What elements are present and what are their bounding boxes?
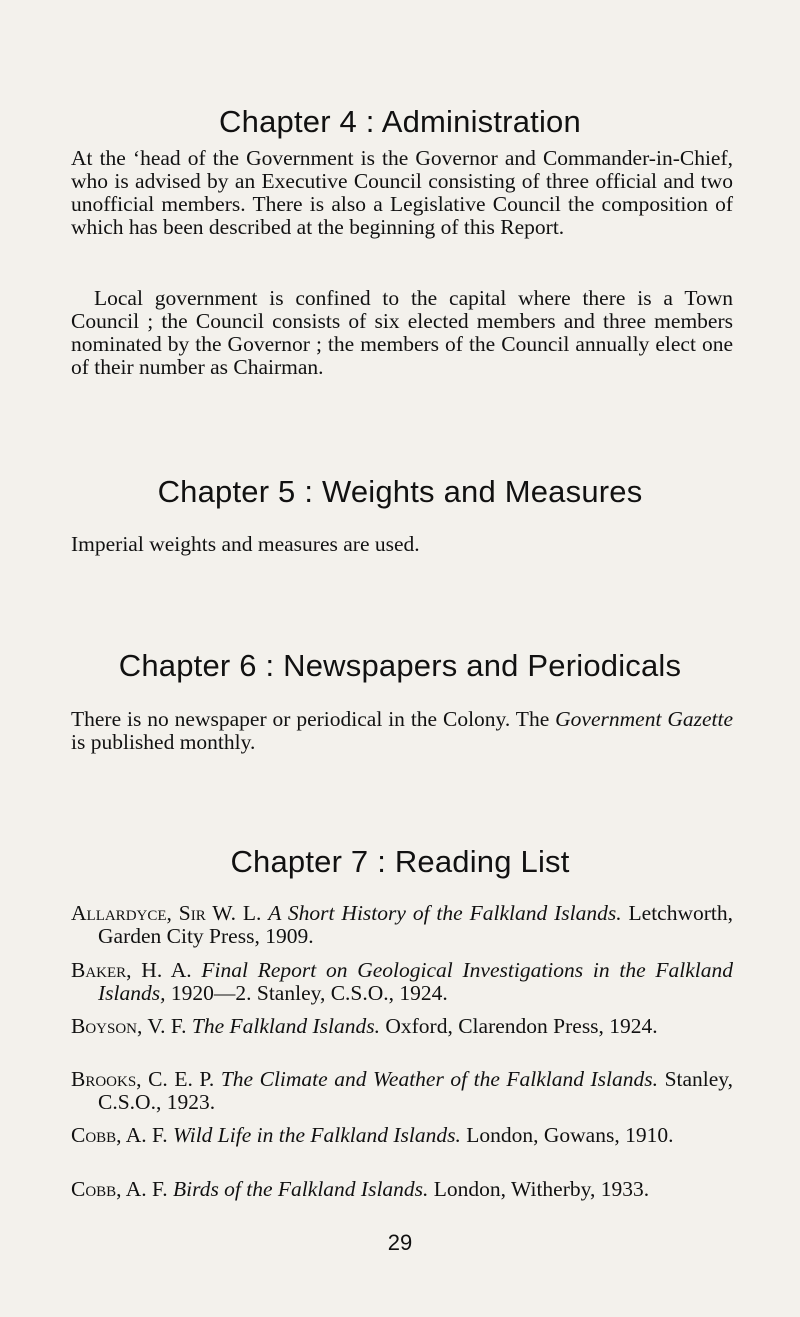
chapter-5-title: Chapter 5 : Weights and Measures	[157, 474, 643, 509]
reference-publication: London, Gowans, 1910.	[466, 1123, 674, 1147]
reference-author: Cobb, A. F.	[71, 1123, 168, 1147]
reference-publication: Letchworth, Garden City Press, 1909.	[98, 901, 734, 948]
reference-publication: London, Witherby, 1933.	[433, 1177, 650, 1201]
reference-author: Baker, H. A.	[71, 958, 192, 982]
reference-title: Final Report on Geological Investigations in the Falkland Islands,	[98, 958, 733, 1005]
chapter-6-text-after: is published monthly.	[71, 730, 256, 754]
reading-list-item	[71, 1015, 733, 1038]
reference-author: Allardyce, Sir W. L.	[71, 901, 262, 925]
chapter-7-title: Chapter 7 : Reading List	[230, 844, 570, 879]
chapter-6-title: Chapter 6 : Newspapers and Periodicals	[118, 648, 682, 683]
chapter-6-paragraph-1	[71, 708, 733, 754]
reference-publication: Stanley, C.S.O., 1923.	[98, 1067, 734, 1114]
reference-title: The Falkland Islands.	[191, 1014, 380, 1038]
gazette-title: Government Gazette	[555, 707, 733, 731]
reference-publication: Oxford, Clarendon Press, 1924.	[385, 1014, 658, 1038]
reference-publication: 1920—2. Stanley, C.S.O., 1924.	[170, 981, 448, 1005]
chapter-5-paragraph-1: Imperial weights and measures are used.	[71, 532, 420, 556]
reading-list-item	[71, 902, 733, 948]
reference-title: The Climate and Weather of the Falkland Islands.	[220, 1067, 659, 1091]
page-number: 29	[387, 1230, 413, 1255]
reference-author: Brooks, C. E. P.	[71, 1067, 215, 1091]
chapter-4-paragraph-1: At the ʻhead of the Government is the Governor and Commander-in-Chief, who is advised by an Executive Council consisting of three official and two unofficial members. There is also a Legislative Council the composition of which has been described at the beginning of this Report.	[71, 146, 733, 239]
reference-title: Wild Life in the Falkland Islands.	[173, 1123, 461, 1147]
reading-list-item	[71, 1124, 733, 1147]
reference-title: A Short History of the Falkland Islands.	[268, 901, 622, 925]
reading-list-item	[71, 959, 733, 1005]
reading-list-item	[71, 1068, 733, 1114]
chapter-4-title: Chapter 4 : Administration	[219, 104, 581, 139]
chapter-6-text-before: There is no newspaper or periodical in the Colony. The	[71, 707, 556, 731]
reference-author: Cobb, A. F.	[71, 1177, 168, 1201]
reading-list-item	[71, 1178, 733, 1201]
reference-title: Birds of the Falkland Islands.	[173, 1177, 429, 1201]
reference-author: Boyson, V. F.	[71, 1014, 187, 1038]
chapter-4-paragraph-2: Local government is confined to the capital where there is a Town Council ; the Council consists of six elected members and three members nominated by the Governor ; the members of the Council annually elect one of their number as Chairman.	[71, 286, 733, 379]
